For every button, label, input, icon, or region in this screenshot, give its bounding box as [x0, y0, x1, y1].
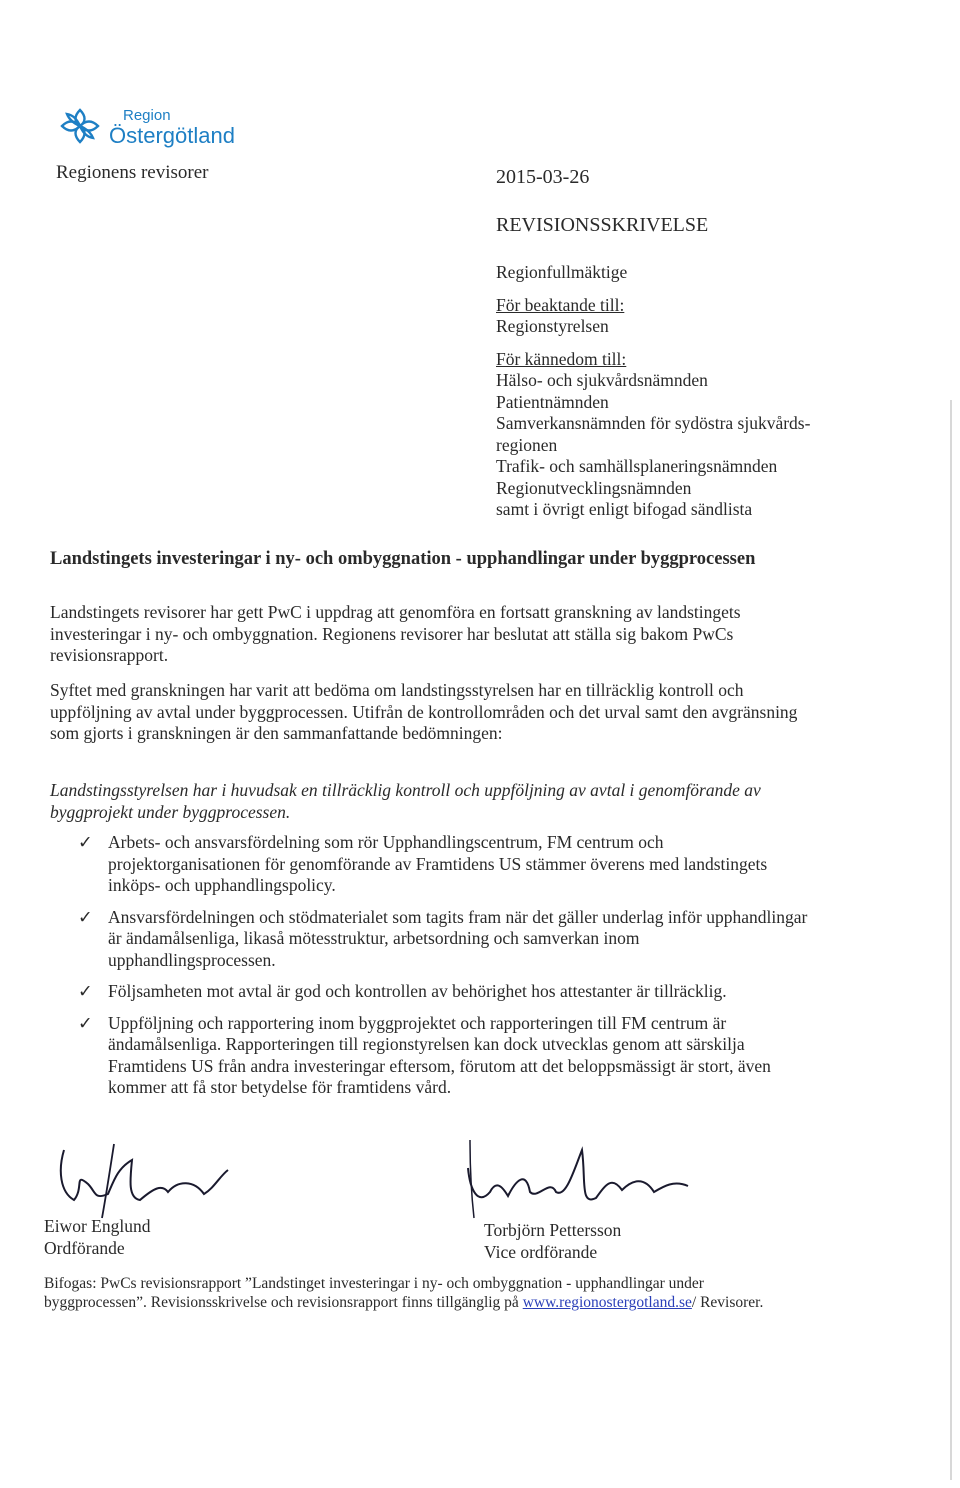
check-icon: ✓	[78, 1012, 93, 1033]
finding-text: Följsamheten mot avtal är god och kontrollen av behörighet hos attestanter är tillräcklig.	[108, 981, 727, 1001]
info-label: För kännedom till:	[496, 348, 627, 369]
paragraph-assignment: Landstingets revisorer har gett PwC i uppdrag att genomföra en fortsatt granskning av landstingets investeringar i ny- och ombyggnation. Regionens revisorer har beslutat att ställa sig bakom PwCs revisionsrapport.	[50, 602, 741, 665]
paragraph-assessment: Landstingsstyrelsen har i huvudsak en tillräcklig kontroll och uppföljning av avtal i genomförande av byggprojekt under byggprocessen.	[50, 780, 761, 822]
info-recipient: Hälso- och sjukvårdsnämnden	[496, 370, 708, 390]
signer-title: Ordförande	[44, 1237, 125, 1258]
findings-list	[78, 832, 808, 1109]
list-item	[78, 981, 808, 1003]
region-emblem-icon	[56, 106, 104, 146]
recipients-block	[496, 262, 936, 521]
consideration-label: För beaktande till:	[496, 294, 625, 315]
info-recipient: Samverkansnämnden för sydöstra sjukvårds-	[496, 413, 811, 433]
attachment-text: Bifogas: PwCs revisionsrapport ”Landstinget investeringar i ny- och ombyggnation - upphandlingar under byggprocessen”. Revisionsskrivelse och revisionsrapport finns tillgänglig på	[44, 1275, 704, 1311]
check-icon: ✓	[78, 981, 93, 1001]
finding-text: Uppföljning och rapportering inom byggprojektet och rapporteringen till FM centrum är ändamålsenliga. Rapporteringen till regionstyrelsen kan dock utvecklas genom att särskilja Framtidens US från andra investeringar eftersom, förutom att det beloppsmässigt är stort, även kommer att få stor betydelse för framtidens vård.	[108, 1012, 771, 1097]
consideration-recipient: Regionstyrelsen	[496, 316, 609, 336]
list-item	[78, 832, 808, 897]
signer-title: Vice ordförande	[484, 1241, 598, 1262]
attachment-link-suffix: / Revisorer.	[691, 1294, 764, 1311]
paragraph-purpose: Syftet med granskningen har varit att bedöma om landstingsstyrelsen har en tillräcklig kontroll och uppföljning av avtal under byggprocessen. Utifrån de kontrollområden och det urval samt den avgränsning som gjorts i granskningen är den sammanfattande bedömningen:	[50, 680, 798, 743]
info-recipient: Trafik- och samhällsplaneringsnämnden	[496, 456, 778, 476]
signature-torbjorn-pettersson	[456, 1140, 696, 1220]
signer-name: Torbjörn Pettersson	[484, 1220, 622, 1240]
list-item	[78, 907, 808, 972]
info-recipient: Regionutvecklingsnämnden	[496, 477, 692, 498]
info-recipient: samt i övrigt enligt bifogad sändlista	[496, 499, 753, 519]
signature-eiwor-englund	[44, 1140, 244, 1220]
document-type: REVISIONSSKRIVELSE	[496, 214, 709, 236]
signer-name: Eiwor Englund	[44, 1216, 151, 1236]
signer-2	[484, 1220, 621, 1263]
signer-1	[44, 1216, 150, 1259]
document-date: 2015-03-26	[496, 166, 590, 188]
document-heading: Landstingets investeringar i ny- och ombyggnation - upphandlingar under byggprocessen	[50, 549, 756, 569]
scan-edge-line	[950, 400, 952, 1480]
organization-name: Regionens revisorer	[56, 162, 209, 183]
website-link[interactable]: www.regionostergotland.se	[522, 1294, 692, 1311]
region-logo	[56, 106, 276, 152]
list-item	[78, 1013, 808, 1099]
logo-region-text: Region	[123, 107, 171, 124]
finding-text: Arbets- och ansvarsfördelning som rör Upphandlingscentrum, FM centrum och projektorganisationen för genomförande av Framtidens US stämmer överens med landstingets inköps- och upphandlingspolicy.	[108, 832, 768, 895]
check-icon: ✓	[78, 832, 93, 852]
finding-text: Ansvarsfördelningen och stödmaterialet som tagits fram när det gäller underlag inför upphandlingar är ändamålsenliga, likaså mötesstruktur, arbetsordning och samverkan inom upphandlingsprocessen.	[108, 906, 808, 970]
info-recipient: regionen	[496, 434, 558, 455]
info-recipient: Patientnämnden	[496, 391, 609, 412]
primary-recipient: Regionfullmäktige	[496, 262, 628, 282]
attachment-note	[44, 1274, 804, 1312]
logo-name-text: Östergötland	[109, 123, 235, 148]
check-icon: ✓	[78, 906, 93, 927]
